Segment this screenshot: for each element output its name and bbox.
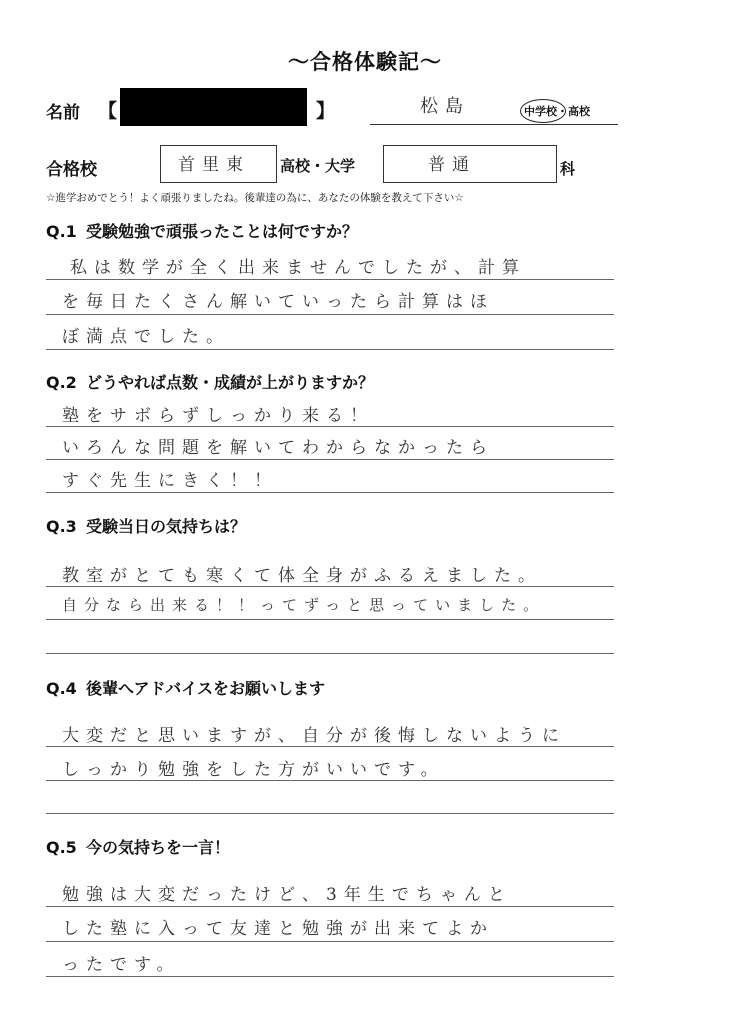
ruled-line xyxy=(46,459,614,460)
ruled-line xyxy=(46,314,614,315)
school-type-label: 高校・大学 xyxy=(280,157,356,175)
school-type-separator: ・ xyxy=(557,105,568,118)
question-number: Q.5 xyxy=(46,838,77,857)
ruled-line xyxy=(46,619,614,620)
question-1 xyxy=(46,219,358,242)
question-text: 後輩へアドバイスをお願いします xyxy=(86,679,326,698)
school-type-junior: 中学校 xyxy=(524,105,557,118)
question-4 xyxy=(46,676,325,699)
ruled-line xyxy=(46,492,614,493)
school-name-handwritten: 松島 xyxy=(420,96,470,117)
ruled-line xyxy=(46,653,614,654)
answer-line: 私は数学が全く出来ませんでしたが、計算 xyxy=(70,258,526,278)
name-bracket-close: 】 xyxy=(316,100,336,122)
passed-school-label: 合格校 xyxy=(46,160,97,180)
ruled-line xyxy=(46,279,614,280)
answer-line: した塾に入って友達と勉強が出来てよか xyxy=(62,919,494,939)
redacted-name xyxy=(120,88,307,126)
page-title: 〜合格体験記〜 xyxy=(288,50,442,74)
ruled-line xyxy=(46,586,614,587)
question-number: Q.4 xyxy=(46,679,77,698)
answer-line: しっかり勉強をした方がいいです。 xyxy=(62,760,445,780)
passed-school-handwritten: 首里東 xyxy=(178,155,250,175)
answer-line: すぐ先生にきく！！ xyxy=(62,471,278,491)
answer-line: 勉強は大変だったけど、3年生でちゃんと xyxy=(62,885,512,905)
school-type-high: 高校 xyxy=(568,105,590,118)
answer-line: ったです。 xyxy=(62,955,181,975)
ruled-line xyxy=(46,906,614,907)
intro-note: ☆進学おめでとう！よく頑張りましたね。後輩達の為に、あなたの体験を教えて下さい☆ xyxy=(46,192,464,204)
name-bracket-open: 【 xyxy=(98,100,118,122)
school-name-underline xyxy=(370,124,618,125)
name-label: 名前 xyxy=(46,103,80,123)
course-handwritten: 普通 xyxy=(428,155,476,175)
question-text: 今の気持ちを一言！ xyxy=(86,838,231,857)
question-number: Q.3 xyxy=(46,517,77,536)
answer-line: 大変だと思いますが、自分が後悔しないように xyxy=(62,726,566,746)
question-5 xyxy=(46,835,230,858)
question-2 xyxy=(46,370,374,393)
ruled-line xyxy=(46,976,614,977)
answer-line: を毎日たくさん解いていったら計算はほ xyxy=(62,292,494,312)
ruled-line xyxy=(46,426,614,427)
question-text: 受験当日の気持ちは？ xyxy=(86,517,247,536)
course-suffix: 科 xyxy=(560,160,576,178)
question-text: どうやれば点数・成績が上がりますか？ xyxy=(86,373,375,392)
school-type-options xyxy=(524,103,590,119)
answer-line: 塾をサボらずしっかり来る！ xyxy=(62,406,374,426)
answer-line: 自分なら出来る！！ってずっと思っていました。 xyxy=(62,596,546,614)
ruled-line xyxy=(46,941,614,942)
answer-line: いろんな問題を解いてわからなかったら xyxy=(62,438,494,458)
question-number: Q.2 xyxy=(46,373,77,392)
ruled-line xyxy=(46,349,614,350)
answer-line: 教室がとても寒くて体全身がふるえました。 xyxy=(62,566,542,586)
ruled-line xyxy=(46,813,614,814)
ruled-line xyxy=(46,780,614,781)
question-number: Q.1 xyxy=(46,222,77,241)
question-3 xyxy=(46,514,246,537)
ruled-line xyxy=(46,746,614,747)
question-text: 受験勉強で頑張ったことは何ですか？ xyxy=(86,222,359,241)
answer-line: ぼ満点でした。 xyxy=(62,327,230,347)
